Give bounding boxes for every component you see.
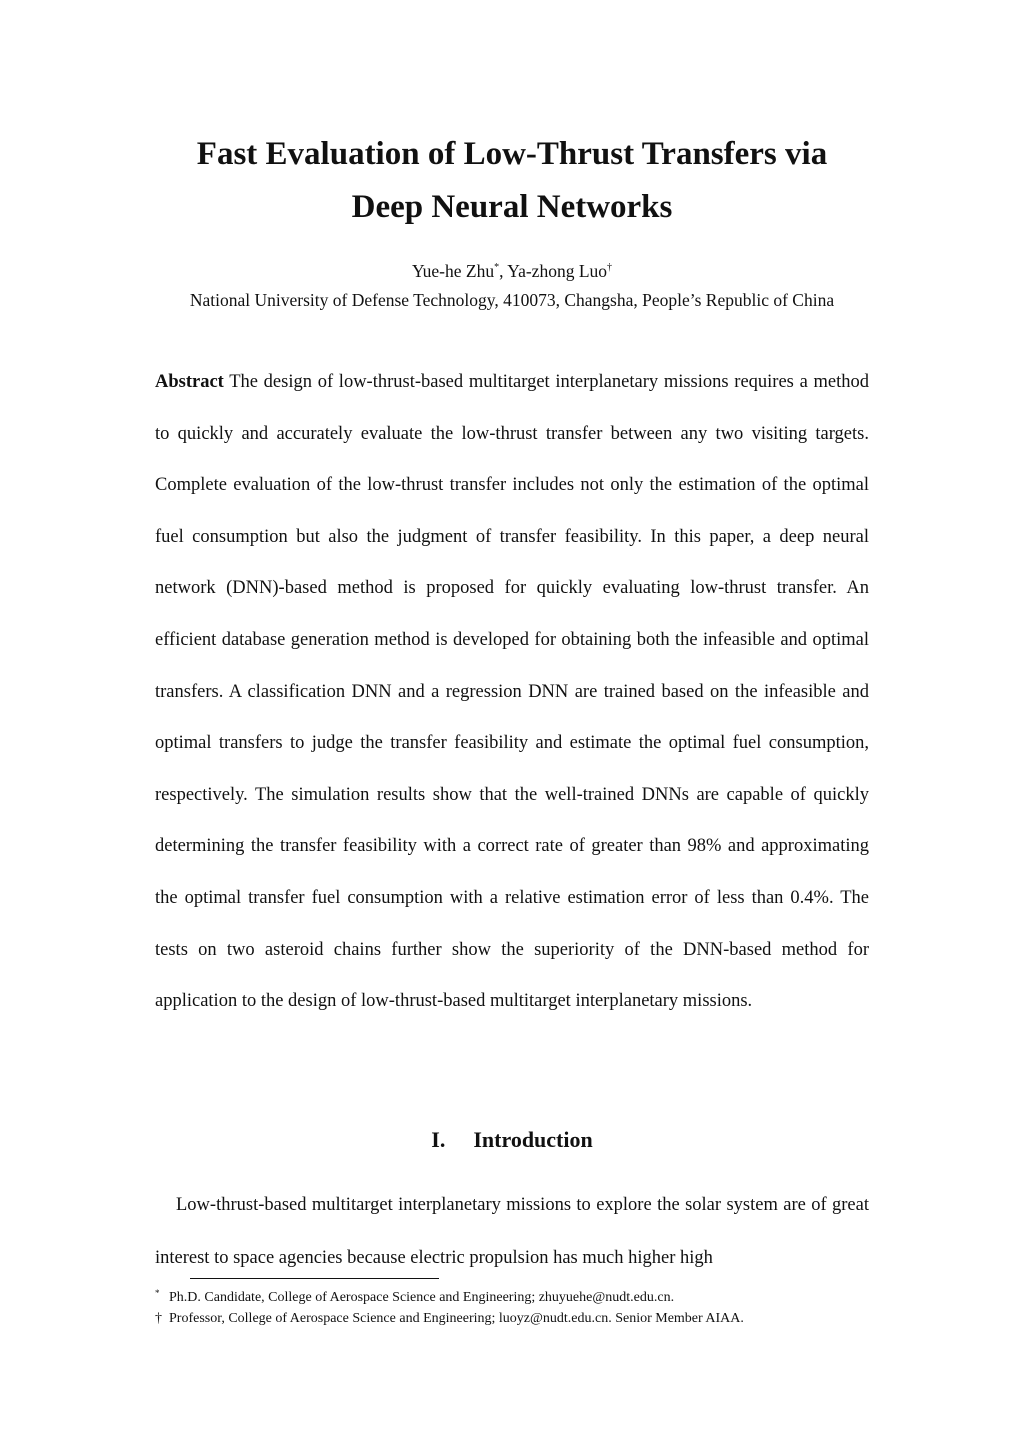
abstract-text: The design of low-thrust-based multitarget interplanetary missions requires a method to quickly and accurately evaluate the low-thrust transfer between any two visiting targets. Complete evaluation of the low-thrust transfer includes not only the estimation of the optimal fuel consumption but also the judgment of transfer feasibility. In this paper, a deep neural network (DNN)-based method is proposed for quickly evaluating low-thrust transfer. An efficient database generation method is developed for obtaining both the infeasible and optimal transfers. A classification DNN and a regression DNN are trained based on the infeasible and optimal transfers to judge the transfer feasibility and estimate the optimal fuel consumption, respectively. The simulation results show that the well-trained DNNs are capable of quickly determining the transfer feasibility with a correct rate of greater than 98% and approximating the optimal transfer fuel consumption with a relative estimation error of less than 0.4%. The tests on two asteroid chains further show the superiority of the DNN-based method for application to the design of low-thrust-based multitarget interplanetary missions. [155,372,869,1012]
section-number: I. [431,1127,446,1152]
footnote-1: * Ph.D. Candidate, College of Aerospace Science and Engineering; zhuyuehe@nudt.edu.cn. [155,1288,675,1305]
author-1: Yue-he Zhu [411,261,495,281]
abstract [155,357,869,1028]
title-line-1: Fast Evaluation of Low-Thrust Transfers via [196,136,828,172]
footnote-divider [190,1278,439,1279]
author-2-footnote-mark: † [607,262,613,273]
footnote-2 [155,1308,915,1329]
footnote-2-mark: † [155,1311,162,1326]
intro-paragraph: Low-thrust-based multitarget interplanetary missions to explore the solar system are of great interest to space agencies because electric propulsion has much higher high [155,1195,869,1268]
author-1-footnote-mark: * [494,262,500,273]
footnote-1-text: Ph.D. Candidate, College of Aerospace Science and Engineering; zhuyuehe@nudt.edu.cn. [169,1290,675,1305]
section-heading [0,1124,1024,1156]
paper-title [0,128,1024,234]
title-line-2: Deep Neural Networks [351,189,673,225]
author-2: Ya-zhong Luo [507,261,608,281]
abstract-label: Abstract [155,372,224,392]
footnotes [155,1287,915,1329]
affiliation: National University of Defense Technology, 410073, Changsha, People’s Republic of China [189,290,835,310]
section-title: Introduction [473,1127,593,1152]
author-separator: , [499,261,508,281]
footnote-2-text: Professor, College of Aerospace Science and Engineering; luoyz@nudt.edu.cn. Senior Member AIAA. [169,1311,744,1326]
author-list [0,258,1024,284]
